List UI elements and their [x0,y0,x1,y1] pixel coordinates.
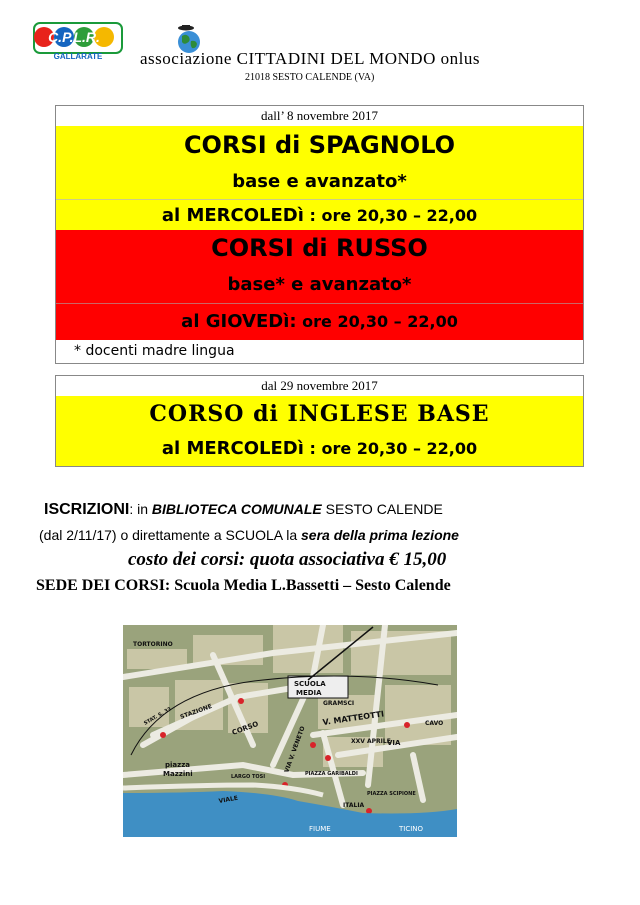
course-cost: costo dei corsi: quota associativa € 15,00 [128,549,447,570]
russian-schedule [56,303,583,340]
association-name: associazione CITTADINI DEL MONDO onlus [140,49,480,68]
russian-day: al GIOVEDì: [181,311,297,332]
map-label-scuola: SCUOLA [294,680,326,688]
map-label-cavo: CAVO [425,720,444,727]
town-name: SESTO CALENDE [321,501,443,517]
english-title: CORSO di INGLESE BASE [56,396,583,432]
date-label: dal 29 novembre 2017 [261,378,378,393]
library-name: BIBLIOTECA COMUNALE [151,501,322,517]
russian-title: CORSI di RUSSO [56,230,583,267]
course-venue: SEDE DEI CORSI: Scuola Media L.Bassetti – Sesto Calende [36,577,451,594]
spanish-title: CORSI di SPAGNOLO [56,126,583,164]
map-label-mazzini: Mazzini [163,770,193,778]
map-label-viale: VIALE [218,794,239,805]
english-schedule [56,432,583,466]
map-label-matteotti: V. MATTEOTTI [322,709,385,727]
location-map [123,625,457,837]
map-label-corso: CORSO [230,719,260,737]
native-teachers-note: * docenti madre lingua [74,343,235,359]
registration-line [44,501,443,519]
registration-detail: (dal 2/11/17) o direttamente a SCUOLA la [39,527,301,543]
map-label-piazza-garibaldi: PIAZZA GARIBALDI [305,771,358,777]
map-label-via-veneto: VIA V. VENETO [283,725,307,774]
spanish-schedule [56,199,583,231]
map-label-piazza: piazza [165,761,191,769]
registration-detail-line [39,527,459,543]
map-label-ticino: TICINO [399,825,424,833]
map-label-gramsci: GRAMSCI [323,700,355,707]
cplr-logo [24,22,124,62]
map-label-statale: STAT. S. 33 [143,706,173,727]
map-label-italia: ITALIA [343,802,365,809]
logo-text: C.P.L.R. [48,29,100,45]
map-label-via: VIA [387,739,401,747]
first-lesson-evening: sera della prima lezione [301,527,459,543]
spanish-level: base e avanzato* [56,164,583,199]
logo-subtext: GALLARATE [53,52,103,61]
registration-label: ISCRIZIONI [44,501,130,518]
spanish-time: : ore 20,30 – 22,00 [303,206,478,225]
russian-time: ore 20,30 – 22,00 [296,312,458,331]
map-label-xxv-aprile: XXV APRILE [351,738,391,745]
russian-level: base* e avanzato* [56,267,583,303]
map-label-stazione: STAZIONE [179,702,214,721]
english-day: al MERCOLEDì [161,438,304,459]
courses-box-english [55,375,584,467]
map-label-fiume: FIUME [309,825,331,833]
map-label-tortorino: TORTORINO [133,641,173,648]
map-label-media: MEDIA [296,689,322,697]
spanish-day: al MERCOLEDì [161,205,304,226]
english-time: : ore 20,30 – 22,00 [303,439,478,458]
association-address: 21018 SESTO CALENDE (VA) [245,72,375,83]
courses-box-spanish-russian [55,105,584,364]
registration-in: : in [129,501,152,517]
map-label-piazza-scipione: PIAZZA SCIPIONE [367,791,416,797]
date-label: dall’ 8 novembre 2017 [260,108,379,123]
map-label-largo-tosi: LARGO TOSI [231,774,266,780]
